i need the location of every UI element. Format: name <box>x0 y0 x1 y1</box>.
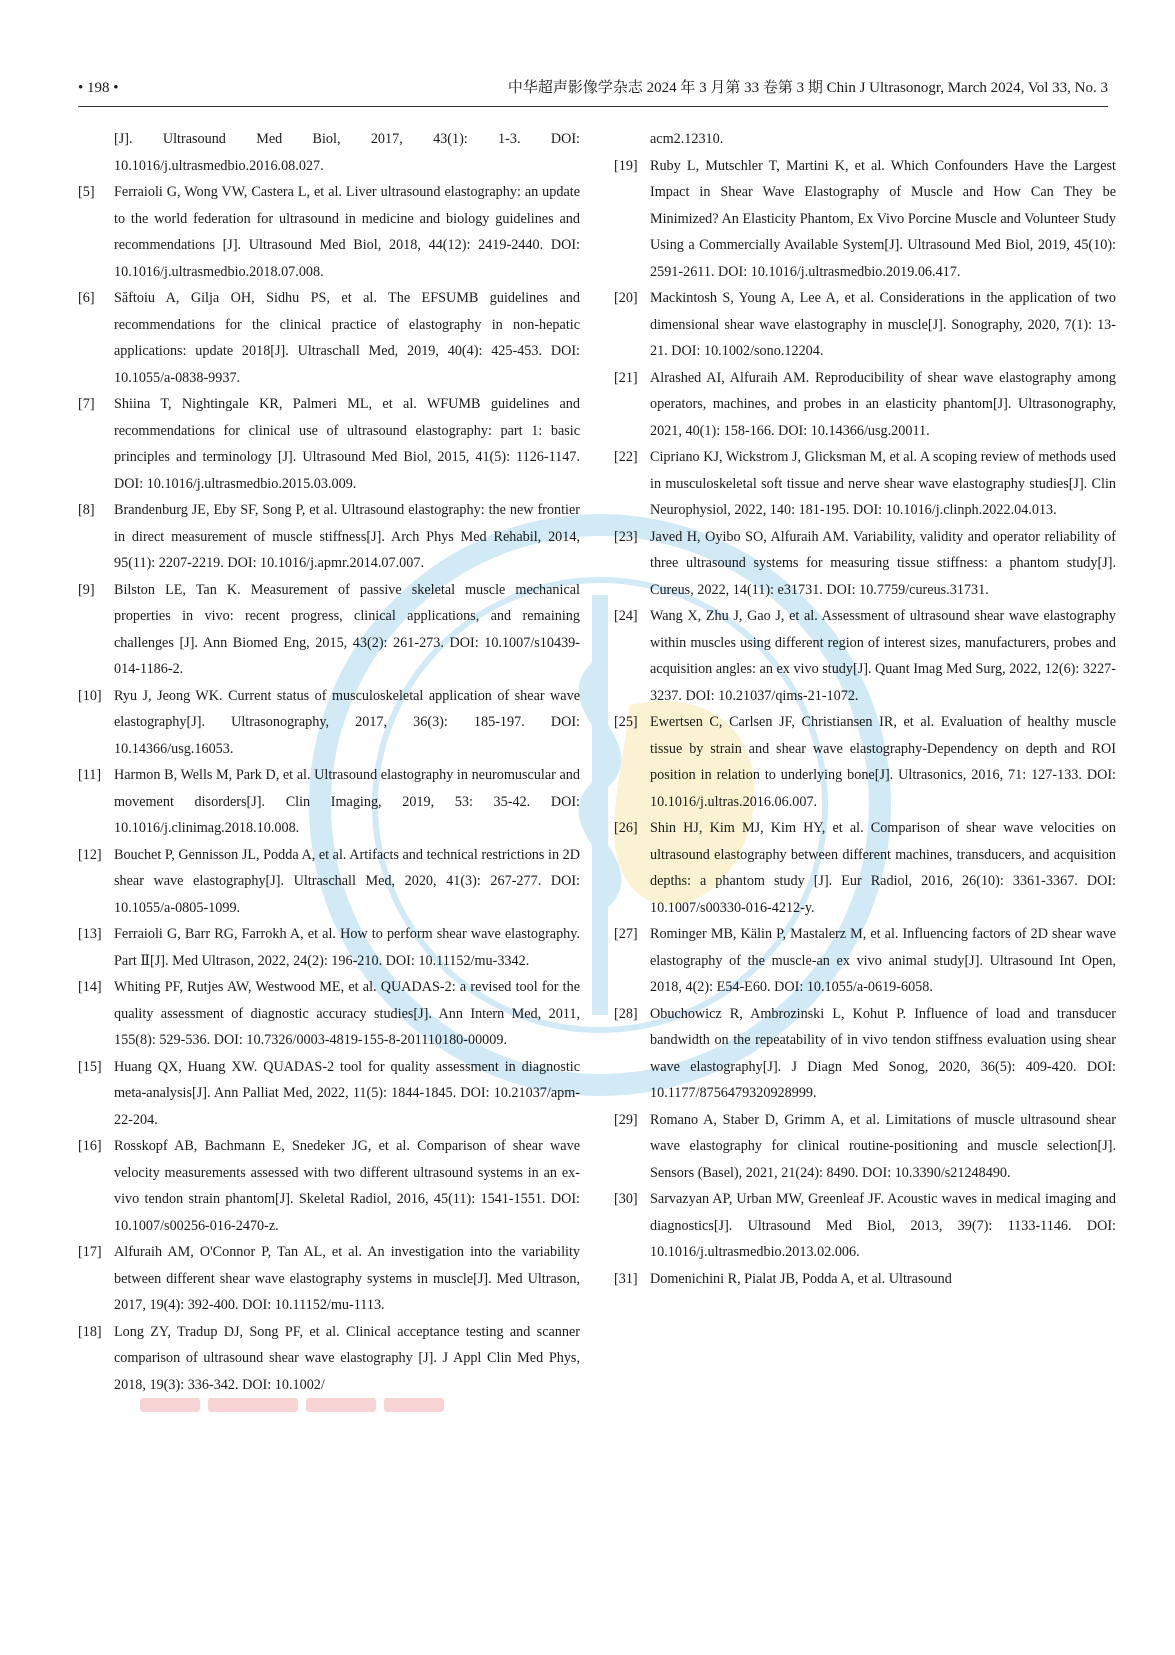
reference-number: [7] <box>78 396 95 412</box>
reference-text: Wang X, Zhu J, Gao J, et al. Assessment of ultrasound shear wave elastography within muscles using different region of interest sizes, manufacturers, probes and acquisition angles: an ex vivo study[J]. Quant Imag Med Surg, 2022, 12(6): 3227-3237. DOI: 10.21037/qims-21-1072. <box>650 608 1116 704</box>
reference-number: [27] <box>614 926 638 942</box>
reference-number: [28] <box>614 1005 638 1022</box>
reference-text: Ryu J, Jeong WK. Current status of musculoskeletal application of shear wave elastography[J]. Ultrasonography, 2017, 36(3): 185-197. DOI: 10.14366/usg.16053. <box>114 687 580 757</box>
reference-number: [11] <box>78 767 102 783</box>
reference-text: Huang QX, Huang XW. QUADAS-2 tool for quality assessment in diagnostic meta-analysis[J]. Ann Palliat Med, 2022, 11(5): 1844-1845. DOI: 10.21037/apm-22-204. <box>114 1058 580 1128</box>
reference-text: Alfuraih AM, O'Connor P, Tan AL, et al. An investigation into the variability between different shear wave elastography systems in muscle[J]. Med Ultrason, 2017, 19(4): 392-400. DOI: 10.11152/mu-1113. <box>114 1244 580 1313</box>
reference-entry <box>614 365 1116 445</box>
reference-entry <box>614 921 1116 1001</box>
reference-number: [9] <box>78 581 95 598</box>
reference-entry <box>614 603 1116 709</box>
reference-number: [10] <box>78 687 102 704</box>
reference-text: Bouchet P, Gennisson JL, Podda A, et al. Artifacts and technical restrictions in 2D shear wave elastography[J]. Ultraschall Med, 2020, 41(3): 267-277. DOI: 10.1055/a-0805-1099. <box>114 846 580 916</box>
reference-text: Ferraioli G, Wong VW, Castera L, et al. Liver ultrasound elastography: an update to the world federation for ultrasound in medicine and biology guidelines and recommendations [J]. Ultrasound Med Biol, 2018, 44(12): 2419-2440. DOI: 10.1016/j.ultrasmedbio.2018.07.008. <box>114 184 580 280</box>
reference-text: Long ZY, Tradup DJ, Song PF, et al. Clinical acceptance testing and scanner comparison of ultrasound shear wave elastography [J]. J Appl Clin Med Phys, 2018, 19(3): 336-342. DOI: 10.1002/ <box>114 1323 580 1393</box>
reference-text: Ruby L, Mutschler T, Martini K, et al. Which Confounders Have the Largest Impact in Shear Wave Elastography of Muscle and How Can They be Minimized? An Elasticity Phantom, Ex Vivo Porcine Muscle and Volunteer Study Using a Commercially Available System[J]. Ultrasound Med Biol, 2019, 45(10): 2591-2611. DOI: 10.1016/j.ultrasmedbio.2019.06.417. <box>650 157 1116 280</box>
reference-number: [25] <box>614 714 638 730</box>
reference-entry <box>614 815 1116 921</box>
reference-text: Shiina T, Nightingale KR, Palmeri ML, et al. WFUMB guidelines and recommendations for clinical use of ultrasound elastography: part 1: basic principles and terminology [J]. Ultrasound Med Biol, 2015, 41(5): 1126-1147. DOI: 10.1016/j.ultrasmedbio.2015.03.009. <box>114 396 580 492</box>
page-header <box>78 76 1108 100</box>
reference-entry <box>78 391 580 497</box>
reference-number: [31] <box>614 1270 638 1287</box>
reference-text: [J]. Ultrasound Med Biol, 2017, 43(1): 1-3. DOI: 10.1016/j.ultrasmedbio.2016.08.027. <box>114 131 580 174</box>
reference-number: [17] <box>78 1244 102 1260</box>
reference-entry <box>78 1054 580 1134</box>
reference-entry <box>78 577 580 683</box>
reference-entry <box>614 153 1116 286</box>
reference-number: [26] <box>614 820 638 836</box>
reference-number: [20] <box>614 290 638 306</box>
reference-text: Ferraioli G, Barr RG, Farrokh A, et al. How to perform shear wave elastography. Part Ⅱ[J]. Med Ultrason, 2022, 24(2): 196-210. DOI: 10.11152/mu-3342. <box>114 926 580 969</box>
reference-number: [14] <box>78 979 102 995</box>
reference-text: Domenichini R, Pialat JB, Podda A, et al. Ultrasound <box>650 1270 952 1287</box>
reference-text: Obuchowicz R, Ambrozinski L, Kohut P. Influence of load and transducer bandwidth on the repeatability of in vivo tendon stiffness evaluation using shear wave elastography[J]. J Diagn Med Sonog, 2020, 36(5): 409-420. DOI: 10.1177/8756479320928999. <box>650 1005 1116 1101</box>
reference-number: [16] <box>78 1138 102 1154</box>
reference-number: [13] <box>78 926 102 942</box>
right-reference-column <box>614 126 1116 1292</box>
reference-text: Rominger MB, Kälin P, Mastalerz M, et al. Influencing factors of 2D shear wave elastography of the muscle-an ex vivo animal study[J]. Ultrasound Int Open, 2018, 4(2): E54-E60. DOI: 10.1055/a-0619-6058. <box>650 926 1116 995</box>
reference-entry <box>614 1186 1116 1266</box>
reference-entry <box>614 444 1116 524</box>
reference-entry <box>78 285 580 391</box>
reference-entry <box>78 974 580 1054</box>
reference-text: Harmon B, Wells M, Park D, et al. Ultrasound elastography in neuromuscular and movement disorders[J]. Clin Imaging, 2019, 53: 35-42. DOI: 10.1016/j.clinimag.2018.10.008. <box>114 767 580 836</box>
reference-number: [5] <box>78 184 95 200</box>
reference-entry <box>614 709 1116 815</box>
reference-number: [18] <box>78 1323 102 1340</box>
reference-entry <box>78 126 580 179</box>
reference-entry <box>78 1239 580 1319</box>
reference-text: Shin HJ, Kim MJ, Kim HY, et al. Comparison of shear wave velocities on ultrasound elastography between different machines, transducers, and acquisition depths: a phantom study [J]. Eur Radiol, 2016, 26(10): 3361-3367. DOI: 10.1007/s00330-016-4212-y. <box>650 820 1116 916</box>
reference-entry <box>614 126 1116 153</box>
reference-text: Rosskopf AB, Bachmann E, Snedeker JG, et al. Comparison of shear wave velocity measurements assessed with two different ultrasound systems in an ex-vivo tendon strain phantom[J]. Skeletal Radiol, 2016, 45(11): 1541-1551. DOI: 10.1007/s00256-016-2470-z. <box>114 1138 580 1234</box>
reference-entry <box>614 1266 1116 1293</box>
left-reference-column <box>78 126 580 1398</box>
reference-number: [15] <box>78 1058 102 1075</box>
reference-text: Javed H, Oyibo SO, Alfuraih AM. Variability, validity and operator reliability of three ultrasound systems for measuring tissue stiffness: a phantom study[J]. Cureus, 2022, 14(11): e31731. DOI: 10.7759/cureus.31731. <box>650 528 1116 598</box>
reference-entry <box>78 1319 580 1399</box>
reference-entry <box>614 285 1116 365</box>
reference-entry <box>614 1001 1116 1107</box>
reference-text: Cipriano KJ, Wickstrom J, Glicksman M, et al. A scoping review of methods used in musculoskeletal soft tissue and nerve shear wave elastography studies[J]. Clin Neurophysiol, 2022, 140: 181-195. DOI: 10.1016/j.clinph.2022.04.013. <box>650 449 1116 518</box>
journal-running-title: 中华超声影像学杂志 2024 年 3 月第 33 卷第 3 期 Chin J Ultrasonogr, March 2024, Vol 33, No. 3 <box>507 80 1108 96</box>
reference-text: Brandenburg JE, Eby SF, Song P, et al. Ultrasound elastography: the new frontier in direct measurement of muscle stiffness[J]. Arch Phys Med Rehabil, 2014, 95(11): 2207-2219. DOI: 10.1016/j.apmr.2014.07.007. <box>114 502 580 571</box>
reference-number: [21] <box>614 369 638 386</box>
reference-entry <box>614 1107 1116 1187</box>
reference-entry <box>614 524 1116 604</box>
reference-entry <box>78 842 580 922</box>
reference-number: [19] <box>614 157 638 174</box>
reference-number: [12] <box>78 846 102 863</box>
reference-number: [23] <box>614 528 638 545</box>
reference-text: Bilston LE, Tan K. Measurement of passive skeletal muscle mechanical properties in vivo: recent progress, clinical applications, and remaining challenges [J]. Ann Biomed Eng, 2015, 43(2): 261-273. DOI: 10.1007/s10439-014-1186-2. <box>114 581 580 677</box>
reference-number: [6] <box>78 290 95 306</box>
reference-entry <box>78 179 580 285</box>
reference-text: Romano A, Staber D, Grimm A, et al. Limitations of muscle ultrasound shear wave elastography for clinical routine-positioning and muscle selection[J]. Sensors (Basel), 2021, 21(24): 8490. DOI: 10.3390/s21248490. <box>650 1111 1116 1181</box>
reference-number: [24] <box>614 608 638 624</box>
reference-text: Săftoiu A, Gilja OH, Sidhu PS, et al. The EFSUMB guidelines and recommendations for the clinical practice of elastography in non-hepatic applications: update 2018[J]. Ultraschall Med, 2019, 40(4): 425-453. DOI: 10.1055/a-0838-9937. <box>114 290 580 386</box>
reference-number: [30] <box>614 1191 638 1207</box>
reference-entry <box>78 762 580 842</box>
reference-number: [22] <box>614 449 638 465</box>
reference-text: Ewertsen C, Carlsen JF, Christiansen IR, et al. Evaluation of healthy muscle tissue by strain and shear wave elastography-Dependency on depth and ROI position in relation to underlying bone[J]. Ultrasonics, 2016, 71: 127-133. DOI: 10.1016/j.ultras.2016.06.007. <box>650 714 1116 810</box>
page-number: • 198 • <box>78 80 119 96</box>
header-rule <box>78 106 1108 107</box>
reference-text: Alrashed AI, Alfuraih AM. Reproducibility of shear wave elastography among operators, machines, and probes in an elasticity phantom[J]. Ultrasonography, 2021, 40(1): 158-166. DOI: 10.14366/usg.20011. <box>650 369 1116 439</box>
reference-text: Sarvazyan AP, Urban MW, Greenleaf JF. Acoustic waves in medical imaging and diagnostics[J]. Ultrasound Med Biol, 2013, 39(7): 1133-1146. DOI: 10.1016/j.ultrasmedbio.2013.02.006. <box>650 1191 1116 1260</box>
watermark-strip <box>140 1398 500 1420</box>
reference-entry <box>78 497 580 577</box>
reference-entry <box>78 921 580 974</box>
reference-number: [8] <box>78 502 95 518</box>
reference-entry <box>78 1133 580 1239</box>
reference-text: acm2.12310. <box>650 131 724 147</box>
reference-text: Mackintosh S, Young A, Lee A, et al. Considerations in the application of two dimensional shear wave elastography in muscle[J]. Sonography, 2020, 7(1): 13-21. DOI: 10.1002/sono.12204. <box>650 290 1116 359</box>
reference-text: Whiting PF, Rutjes AW, Westwood ME, et al. QUADAS-2: a revised tool for the quality assessment of diagnostic accuracy studies[J]. Ann Intern Med, 2011, 155(8): 529-536. DOI: 10.7326/0003-4819-155-8-201110180-00009. <box>114 979 580 1048</box>
reference-entry <box>78 683 580 763</box>
reference-number: [29] <box>614 1111 638 1128</box>
